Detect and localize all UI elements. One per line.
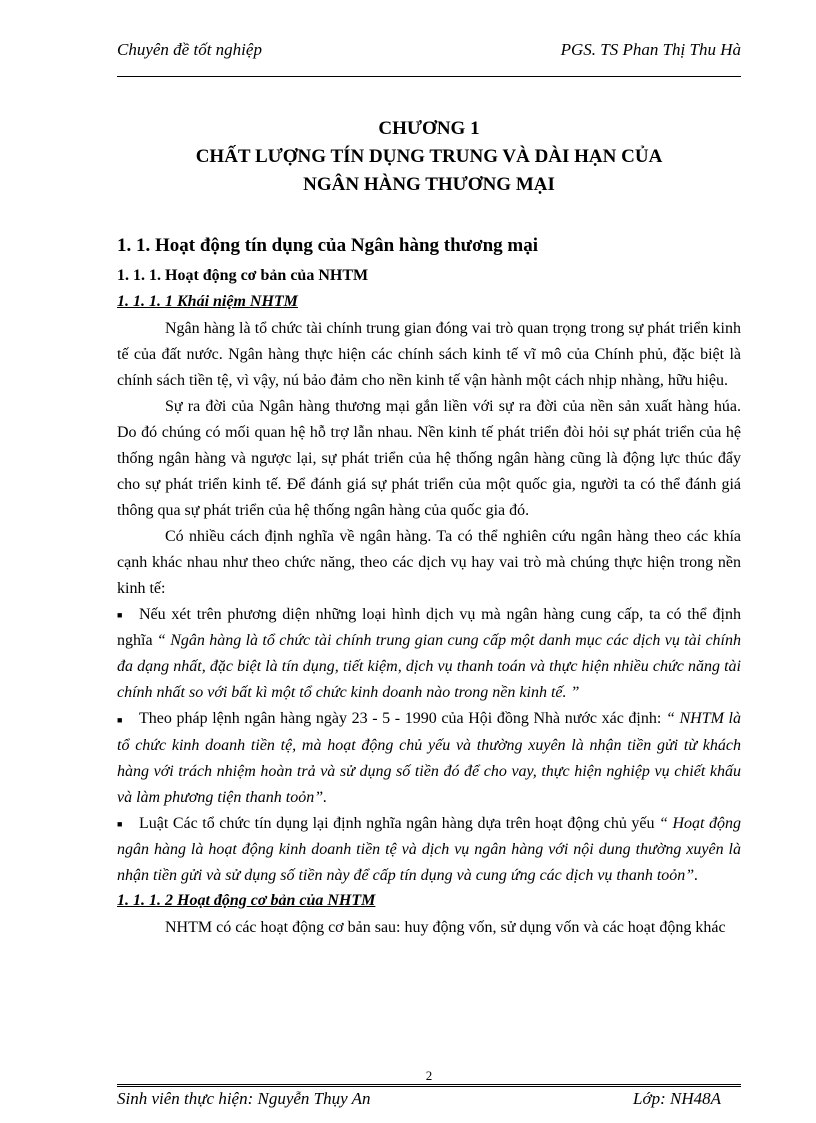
footer-class: Lớp: NH48A: [633, 1089, 721, 1108]
bullet-quote: “ NHTM là tổ chức kinh doanh tiền tệ, mà hoạt động chủ yếu và thường xuyên là nhận tiền gửi từ khách hàng với trách nhiệm hoàn trả và sử dụng số tiền đó để cho vay, thực hiện nghiệp vụ chiết khấu và làm phương tiện thanh toỏn”.: [117, 710, 742, 806]
section-heading-1-1-1-2: 1. 1. 1. 2 Hoạt động cơ bản của NHTM: [117, 891, 376, 909]
paragraph-definitions-intro: Có nhiều cách định nghĩa về ngân hàng. Ta có thể nghiên cứu ngân hàng theo các khía cạnh khác nhau như theo chức năng, theo các dịch vụ hay vai trò mà chúng thực hiện trong nền kinh tế:: [117, 528, 741, 597]
bullet-square-icon: ■: [117, 610, 123, 621]
page-header: [117, 38, 741, 78]
page-number: 2: [425, 1068, 433, 1083]
header-supervisor: PGS. TS Phan Thị Thu Hà: [560, 40, 741, 59]
footer-divider: [117, 1084, 741, 1088]
bullet-square-icon: ■: [117, 714, 123, 725]
bullet-item-services-definition: [117, 602, 741, 706]
paragraph-core-activities: NHTM có các hoạt động cơ bản sau: huy động vốn, sử dụng vốn và các hoạt động khác: [165, 918, 726, 936]
bullet-text: Luật Các tổ chức tín dụng lại định nghĩa ngân hàng dựa trên hoạt động chủ yếu: [139, 814, 660, 832]
document-body: [117, 233, 741, 941]
bullet-item-ordinance-definition: [117, 706, 741, 810]
bullet-text: Theo pháp lệnh ngân hàng ngày 23 - 5 - 1990 của Hội đồng Nhà nước xác định:: [139, 710, 666, 728]
bullet-text: Nếu xét trên phương diện những loại hình dịch vụ mà ngân hàng cung cấp, ta có thể định nghĩa: [117, 606, 741, 650]
section-heading-1-1-1: 1. 1. 1. Hoạt động cơ bản của NHTM: [117, 267, 369, 284]
paragraph-bank-history: Sự ra đời của Ngân hàng thương mại gắn liền với sự ra đời của nền sản xuất hàng húa. Do đó chúng có mối quan hệ hỗ trợ lẫn nhau. Nền kinh tế phát triển đòi hỏi sự phát triển của hệ thống ngân hàng và ngược lại, sự phát triển của hệ thống ngân hàng cũng là động lực thúc đẩy cho sự phát triển kinh tế. Để đánh giá sự phát triển của một quốc gia, người ta có thể đánh giá thông qua sự phát triển của hệ thống ngân hàng của quốc gia đó.: [117, 398, 741, 519]
bullet-square-icon: ■: [117, 818, 123, 829]
section-heading-1-1: 1. 1. Hoạt động tín dụng của Ngân hàng thương mại: [117, 235, 539, 256]
bullet-quote: “ Hoạt động ngân hàng là hoạt động kinh doanh tiền tệ và dịch vụ ngân hàng với nội dung thường xuyên là nhận tiền gửi và sử dụng số tiền này để cấp tín dụng và cung ứng các dịch vụ thanh toỏn”.: [117, 814, 741, 884]
chapter-title-block: [117, 115, 741, 199]
chapter-title-line-2: NGÂN HÀNG THƯƠNG MẠI: [303, 174, 555, 195]
section-heading-1-1-1-1: 1. 1. 1. 1 Khái niệm NHTM: [117, 293, 298, 310]
bullet-quote: “ Ngân hàng là tổ chức tài chính trung gian cung cấp một danh mục các dịch vụ tài chính đa dạng nhất, đặc biệt là tín dụng, tiết kiệm, dịch vụ thanh toán và thực hiện nhiều chức năng tài chính nhất so với bất kì một tổ chức kinh doanh nào trong nền kinh tế. ”: [117, 632, 742, 702]
bullet-item-law-definition: [117, 811, 741, 889]
page-footer: [117, 1062, 741, 1108]
header-document-type: Chuyên đề tốt nghiệp: [117, 40, 262, 59]
footer-student: Sinh viên thực hiện: Nguyễn Thụy An: [117, 1089, 371, 1108]
chapter-title-line-1: CHẤT LƯỢNG TÍN DỤNG TRUNG VÀ DÀI HẠN CỦA: [195, 146, 663, 167]
paragraph-bank-definition-intro: Ngân hàng là tổ chức tài chính trung gian đóng vai trò quan trọng trong sự phát triển kinh tế của đất nước. Ngân hàng thực hiện các chính sách kinh tế vĩ mô của Chính phủ, đặc biệt là chính sách tiền tệ, vì vậy, nú bảo đảm cho nền kinh tế vận hành một cách nhịp nhàng, hữu hiệu.: [117, 320, 741, 389]
chapter-number: CHƯƠNG 1: [378, 118, 480, 139]
header-divider: [117, 76, 741, 77]
